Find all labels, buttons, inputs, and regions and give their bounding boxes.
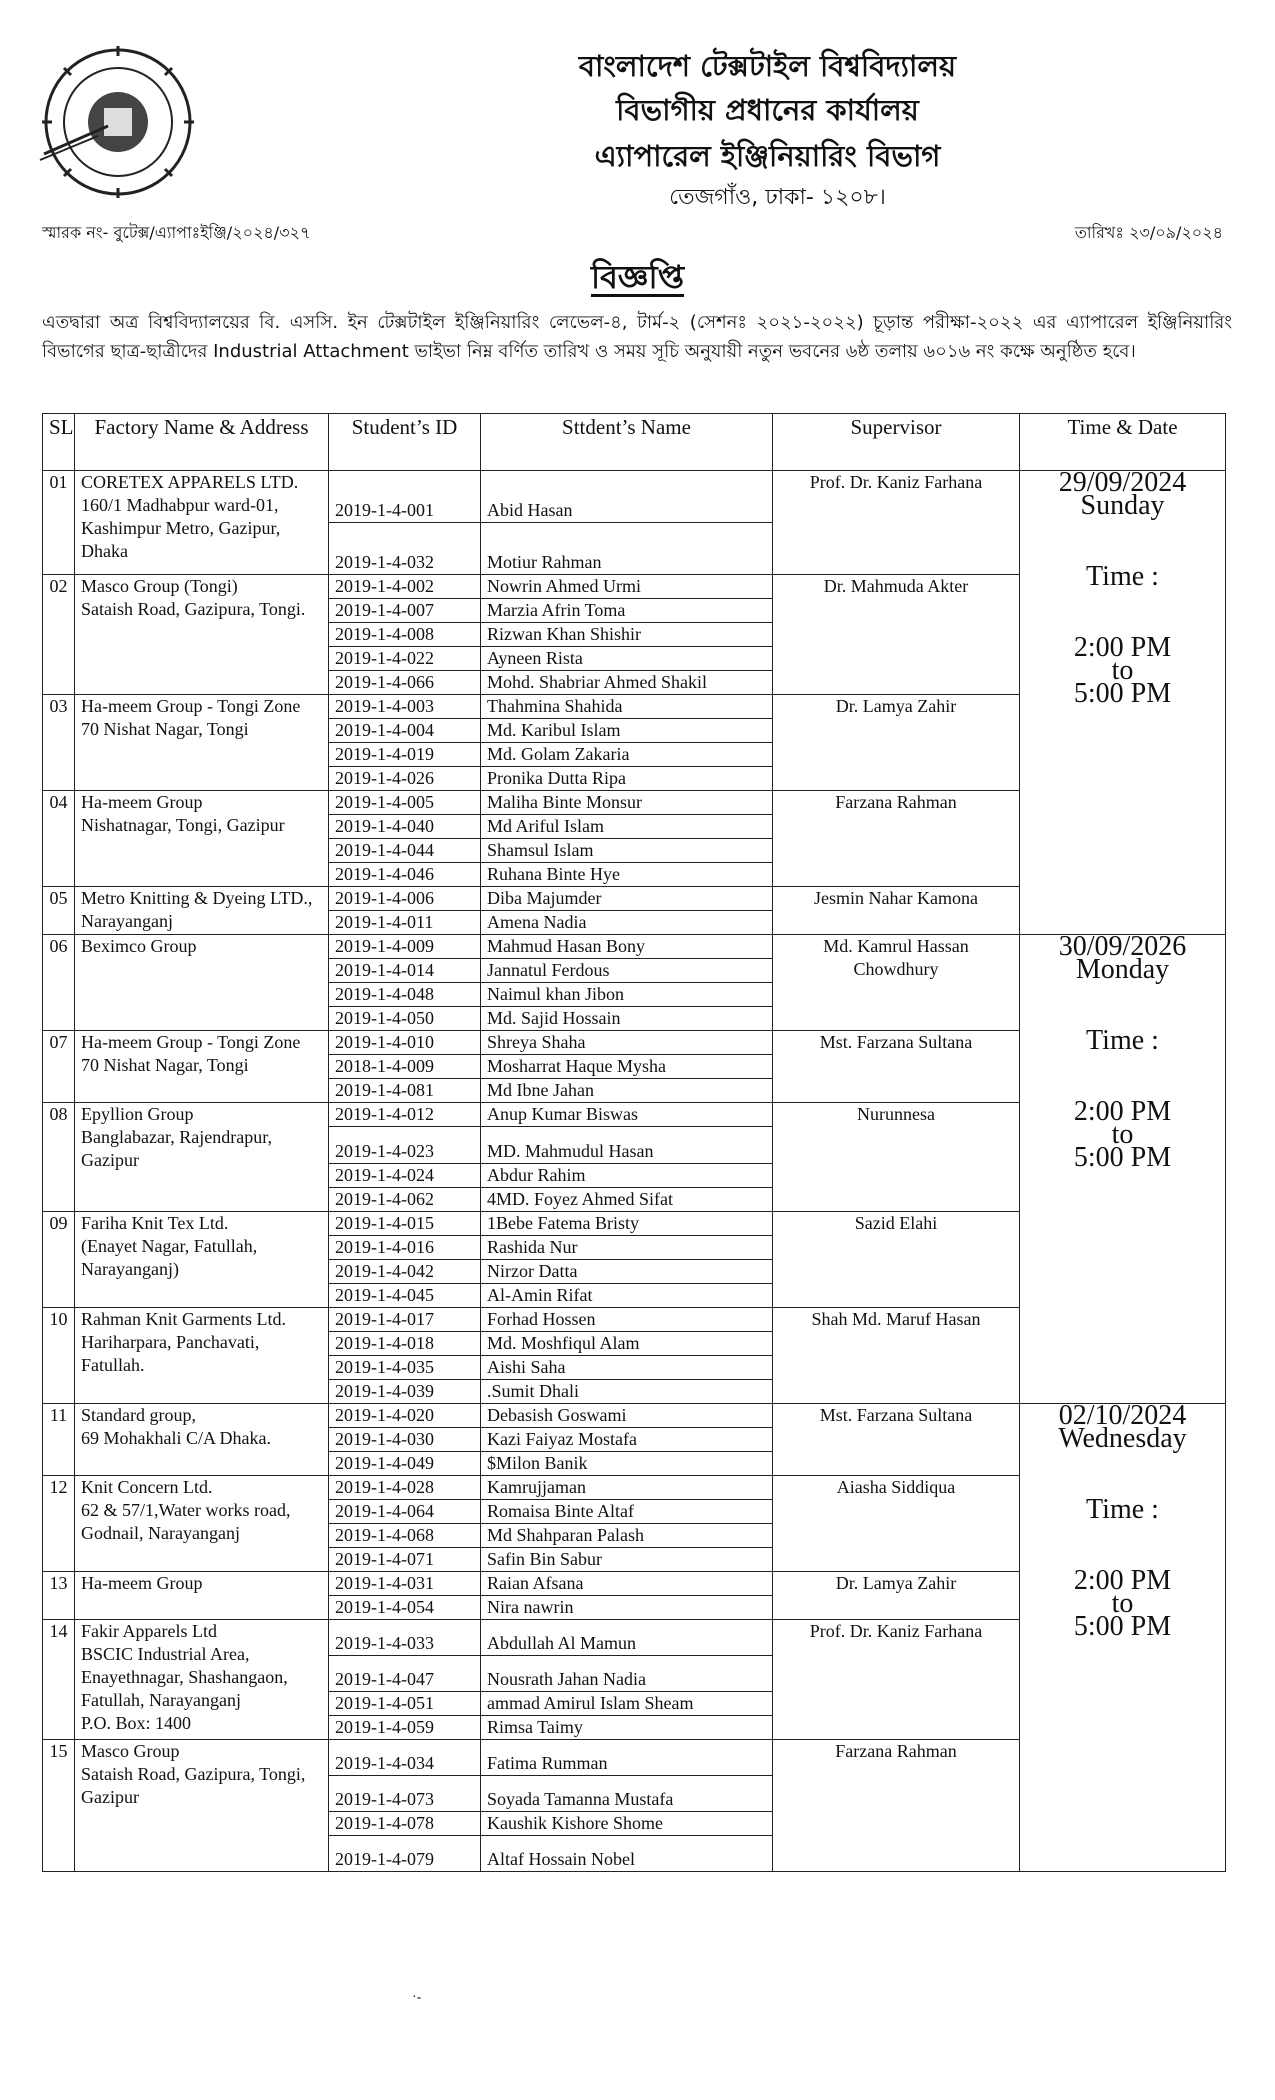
student-id-cell: 2019-1-4-015 bbox=[329, 1212, 481, 1236]
factory-cell: Ha-meem Group - Tongi Zone 70 Nishat Nagar, Tongi bbox=[75, 1031, 329, 1103]
student-name-cell: Nousrath Jahan Nadia bbox=[481, 1656, 773, 1692]
supervisor-cell: Aiasha Siddiqua bbox=[773, 1476, 1020, 1572]
start-time: 2:00 PM bbox=[1073, 1096, 1172, 1127]
student-name-cell: Motiur Rahman bbox=[481, 523, 773, 575]
student-id-cell: 2019-1-4-048 bbox=[329, 983, 481, 1007]
student-name-cell: ammad Amirul Islam Sheam bbox=[481, 1692, 773, 1716]
sl-cell: 11 bbox=[43, 1404, 75, 1476]
sl-cell: 09 bbox=[43, 1212, 75, 1308]
student-name-cell: Forhad Hossen bbox=[481, 1308, 773, 1332]
student-id-cell: 2019-1-4-059 bbox=[329, 1716, 481, 1740]
col-student-id: Student’s ID bbox=[329, 414, 481, 471]
student-name-cell: Nirzor Datta bbox=[481, 1260, 773, 1284]
student-id-cell: 2019-1-4-062 bbox=[329, 1188, 481, 1212]
spacer bbox=[1026, 1521, 1219, 1569]
time-label: Time : bbox=[1086, 1025, 1159, 1056]
sl-cell: 05 bbox=[43, 887, 75, 935]
schedule-date: 30/09/2026 bbox=[1058, 934, 1187, 962]
student-name-cell: Al-Amin Rifat bbox=[481, 1284, 773, 1308]
supervisor-cell: Mst. Farzana Sultana bbox=[773, 1404, 1020, 1476]
student-name-cell: Marzia Afrin Toma bbox=[481, 599, 773, 623]
col-sl: SL bbox=[43, 414, 75, 471]
schedule-day: Wednesday bbox=[1058, 1423, 1187, 1454]
sl-cell: 03 bbox=[43, 695, 75, 791]
student-id-cell: 2019-1-4-020 bbox=[329, 1404, 481, 1428]
student-id-cell: 2019-1-4-078 bbox=[329, 1812, 481, 1836]
factory-cell: Fariha Knit Tex Ltd. (Enayet Nagar, Fatullah, Narayanganj) bbox=[75, 1212, 329, 1308]
student-name-cell: Md Ariful Islam bbox=[481, 815, 773, 839]
student-id-cell: 2019-1-4-034 bbox=[329, 1740, 481, 1776]
factory-cell: Metro Knitting & Dyeing LTD., Narayanganj bbox=[75, 887, 329, 935]
factory-cell: Ha-meem Group Nishatnagar, Tongi, Gazipur bbox=[75, 791, 329, 887]
student-id-cell: 2019-1-4-002 bbox=[329, 575, 481, 599]
table-row bbox=[43, 471, 1226, 523]
student-name-cell: Kaushik Kishore Shome bbox=[481, 1812, 773, 1836]
student-name-cell: Kamrujjaman bbox=[481, 1476, 773, 1500]
spacer bbox=[1026, 981, 1219, 1029]
schedule-cell bbox=[1020, 471, 1226, 935]
col-student-name: Sttdent’s Name bbox=[481, 414, 773, 471]
factory-cell: Beximco Group bbox=[75, 935, 329, 1031]
student-id-cell: 2019-1-4-008 bbox=[329, 623, 481, 647]
student-id-cell: 2019-1-4-081 bbox=[329, 1079, 481, 1103]
student-id-cell: 2019-1-4-050 bbox=[329, 1007, 481, 1031]
student-name-cell: Shreya Shaha bbox=[481, 1031, 773, 1055]
student-id-cell: 2019-1-4-028 bbox=[329, 1476, 481, 1500]
supervisor-cell: Dr. Lamya Zahir bbox=[773, 1572, 1020, 1620]
student-id-cell: 2019-1-4-022 bbox=[329, 647, 481, 671]
student-name-cell: Md. Golam Zakaria bbox=[481, 743, 773, 767]
student-name-cell: .Sumit Dhali bbox=[481, 1380, 773, 1404]
schedule-day: Monday bbox=[1075, 954, 1170, 985]
student-name-cell: Maliha Binte Monsur bbox=[481, 791, 773, 815]
notice-body: এতদ্বারা অত্র বিশ্ববিদ্যালয়ের বি. এসসি. ইন টেক্সটাইল ইঞ্জিনিয়ারিং লেভেল-৪, টার্ম-২ (সেশনঃ ২০২১-২০২২) চূড়ান্ত পরীক্ষা-২০২২ এর এ্যাপারেল ইঞ্জিনিয়ারিং বিভাগের ছাত্র-ছাত্রীদের Industrial Attachment ভাইভা নিম্ন বর্ণিত তারিখ ও সময় সূচি অনুযায়ী নতুন ভবনের ৬ষ্ঠ তলায় ৬০১৬ নং কক্ষে অনুষ্ঠিত হবে। bbox=[42, 312, 1232, 362]
student-id-cell: 2019-1-4-016 bbox=[329, 1236, 481, 1260]
student-name-cell: Jannatul Ferdous bbox=[481, 959, 773, 983]
supervisor-cell: Md. Kamrul Hassan Chowdhury bbox=[773, 935, 1020, 1031]
scan-mark: ·- bbox=[412, 1990, 422, 2005]
student-id-cell: 2019-1-4-006 bbox=[329, 887, 481, 911]
sl-cell: 01 bbox=[43, 471, 75, 575]
student-name-cell: Safin Bin Sabur bbox=[481, 1548, 773, 1572]
student-id-cell: 2019-1-4-012 bbox=[329, 1103, 481, 1127]
student-id-cell: 2019-1-4-035 bbox=[329, 1356, 481, 1380]
student-id-cell: 2019-1-4-066 bbox=[329, 671, 481, 695]
factory-cell: Masco Group Sataish Road, Gazipura, Tongi, Gazipur bbox=[75, 1740, 329, 1872]
student-name-cell: Md. Moshfiqul Alam bbox=[481, 1332, 773, 1356]
student-id-cell: 2018-1-4-009 bbox=[329, 1055, 481, 1079]
supervisor-cell: Mst. Farzana Sultana bbox=[773, 1031, 1020, 1103]
student-name-cell: $Milon Banik bbox=[481, 1452, 773, 1476]
student-name-cell: Pronika Dutta Ripa bbox=[481, 767, 773, 791]
student-id-cell: 2019-1-4-017 bbox=[329, 1308, 481, 1332]
end-time: 5:00 PM bbox=[1073, 1142, 1172, 1173]
student-id-cell: 2019-1-4-033 bbox=[329, 1620, 481, 1656]
student-id-cell: 2019-1-4-009 bbox=[329, 935, 481, 959]
student-id-cell: 2019-1-4-071 bbox=[329, 1548, 481, 1572]
notice-date: তারিখঃ ২৩/০৯/২০২৪ bbox=[1074, 223, 1223, 242]
student-name-cell: Soyada Tamanna Mustafa bbox=[481, 1776, 773, 1812]
spacer bbox=[1026, 588, 1219, 636]
student-name-cell: Anup Kumar Biswas bbox=[481, 1103, 773, 1127]
supervisor-cell: Prof. Dr. Kaniz Farhana bbox=[773, 1620, 1020, 1740]
student-id-cell: 2019-1-4-047 bbox=[329, 1656, 481, 1692]
student-id-cell: 2019-1-4-001 bbox=[329, 471, 481, 523]
student-id-cell: 2019-1-4-044 bbox=[329, 839, 481, 863]
student-name-cell: Md Shahparan Palash bbox=[481, 1524, 773, 1548]
schedule-day: Sunday bbox=[1080, 490, 1165, 521]
to-label: to bbox=[1111, 1588, 1134, 1619]
student-id-cell: 2019-1-4-026 bbox=[329, 767, 481, 791]
student-id-cell: 2019-1-4-003 bbox=[329, 695, 481, 719]
factory-cell: CORETEX APPARELS LTD. 160/1 Madhabpur ward-01, Kashimpur Metro, Gazipur, Dhaka bbox=[75, 471, 329, 575]
student-id-cell: 2019-1-4-079 bbox=[329, 1836, 481, 1872]
student-name-cell: Abdullah Al Mamun bbox=[481, 1620, 773, 1656]
student-name-cell: Debasish Goswami bbox=[481, 1404, 773, 1428]
factory-cell: Masco Group (Tongi) Sataish Road, Gazipura, Tongi. bbox=[75, 575, 329, 695]
student-name-cell: Naimul khan Jibon bbox=[481, 983, 773, 1007]
time-label: Time : bbox=[1086, 1494, 1159, 1525]
student-name-cell: Amena Nadia bbox=[481, 911, 773, 935]
student-name-cell: Thahmina Shahida bbox=[481, 695, 773, 719]
student-id-cell: 2019-1-4-042 bbox=[329, 1260, 481, 1284]
student-id-cell: 2019-1-4-018 bbox=[329, 1332, 481, 1356]
table-header-row bbox=[43, 414, 1226, 471]
student-id-cell: 2019-1-4-007 bbox=[329, 599, 481, 623]
student-id-cell: 2019-1-4-046 bbox=[329, 863, 481, 887]
spacer bbox=[1026, 1052, 1219, 1100]
factory-cell: Ha-meem Group - Tongi Zone 70 Nishat Nagar, Tongi bbox=[75, 695, 329, 791]
sl-cell: 13 bbox=[43, 1572, 75, 1620]
supervisor-cell: Farzana Rahman bbox=[773, 791, 1020, 887]
student-id-cell: 2019-1-4-045 bbox=[329, 1284, 481, 1308]
student-name-cell: Abid Hasan bbox=[481, 471, 773, 523]
student-name-cell: Md. Sajid Hossain bbox=[481, 1007, 773, 1031]
sl-cell: 06 bbox=[43, 935, 75, 1031]
student-id-cell: 2019-1-4-064 bbox=[329, 1500, 481, 1524]
sl-cell: 04 bbox=[43, 791, 75, 887]
to-label: to bbox=[1111, 1119, 1134, 1150]
student-name-cell: Diba Majumder bbox=[481, 887, 773, 911]
col-time-date: Time & Date bbox=[1020, 414, 1226, 471]
table-row bbox=[43, 1404, 1226, 1428]
end-time: 5:00 PM bbox=[1073, 678, 1172, 709]
student-id-cell: 2019-1-4-019 bbox=[329, 743, 481, 767]
student-id-cell: 2019-1-4-049 bbox=[329, 1452, 481, 1476]
supervisor-cell: Sazid Elahi bbox=[773, 1212, 1020, 1308]
office-name: বিভাগীয় প্রধানের কার্যালয় bbox=[616, 93, 919, 127]
student-id-cell: 2019-1-4-031 bbox=[329, 1572, 481, 1596]
student-name-cell: MD. Mahmudul Hasan bbox=[481, 1127, 773, 1164]
sl-cell: 08 bbox=[43, 1103, 75, 1212]
sl-cell: 15 bbox=[43, 1740, 75, 1872]
student-id-cell: 2019-1-4-068 bbox=[329, 1524, 481, 1548]
to-label: to bbox=[1111, 655, 1134, 686]
start-time: 2:00 PM bbox=[1073, 632, 1172, 663]
spacer bbox=[1026, 1450, 1219, 1498]
student-name-cell: Ayneen Rista bbox=[481, 647, 773, 671]
start-time: 2:00 PM bbox=[1073, 1565, 1172, 1596]
supervisor-cell: Dr. Mahmuda Akter bbox=[773, 575, 1020, 695]
student-name-cell: 4MD. Foyez Ahmed Sifat bbox=[481, 1188, 773, 1212]
student-id-cell: 2019-1-4-023 bbox=[329, 1127, 481, 1164]
table-row bbox=[43, 935, 1226, 959]
student-name-cell: Rimsa Taimy bbox=[481, 1716, 773, 1740]
supervisor-cell: Nurunnesa bbox=[773, 1103, 1020, 1212]
student-id-cell: 2019-1-4-004 bbox=[329, 719, 481, 743]
col-factory: Factory Name & Address bbox=[75, 414, 329, 471]
factory-cell: Ha-meem Group bbox=[75, 1572, 329, 1620]
department-name: এ্যাপারেল ইঞ্জিনিয়ারিং বিভাগ bbox=[594, 139, 941, 173]
schedule-cell bbox=[1020, 935, 1226, 1404]
spacer bbox=[1026, 517, 1219, 565]
supervisor-cell: Shah Md. Maruf Hasan bbox=[773, 1308, 1020, 1404]
student-id-cell: 2019-1-4-073 bbox=[329, 1776, 481, 1812]
sl-cell: 12 bbox=[43, 1476, 75, 1572]
student-name-cell: Fatima Rumman bbox=[481, 1740, 773, 1776]
student-name-cell: Romaisa Binte Altaf bbox=[481, 1500, 773, 1524]
sl-cell: 10 bbox=[43, 1308, 75, 1404]
schedule-date: 29/09/2024 bbox=[1058, 470, 1187, 498]
student-id-cell: 2019-1-4-024 bbox=[329, 1164, 481, 1188]
schedule-date: 02/10/2024 bbox=[1058, 1403, 1187, 1431]
student-id-cell: 2019-1-4-051 bbox=[329, 1692, 481, 1716]
student-id-cell: 2019-1-4-011 bbox=[329, 911, 481, 935]
student-name-cell: Rizwan Khan Shishir bbox=[481, 623, 773, 647]
student-id-cell: 2019-1-4-054 bbox=[329, 1596, 481, 1620]
student-id-cell: 2019-1-4-005 bbox=[329, 791, 481, 815]
student-name-cell: Aishi Saha bbox=[481, 1356, 773, 1380]
supervisor-cell: Farzana Rahman bbox=[773, 1740, 1020, 1872]
address: তেজগাঁও, ঢাকা- ১২০৮। bbox=[669, 185, 886, 210]
student-id-cell: 2019-1-4-014 bbox=[329, 959, 481, 983]
student-name-cell: Ruhana Binte Hye bbox=[481, 863, 773, 887]
student-id-cell: 2019-1-4-040 bbox=[329, 815, 481, 839]
student-name-cell: Mahmud Hasan Bony bbox=[481, 935, 773, 959]
sl-cell: 07 bbox=[43, 1031, 75, 1103]
student-name-cell: Md Ibne Jahan bbox=[481, 1079, 773, 1103]
student-id-cell: 2019-1-4-032 bbox=[329, 523, 481, 575]
student-name-cell: Shamsul Islam bbox=[481, 839, 773, 863]
factory-cell: Knit Concern Ltd. 62 & 57/1,Water works road, Godnail, Narayanganj bbox=[75, 1476, 329, 1572]
sl-cell: 02 bbox=[43, 575, 75, 695]
student-id-cell: 2019-1-4-030 bbox=[329, 1428, 481, 1452]
student-name-cell: Mosharrat Haque Mysha bbox=[481, 1055, 773, 1079]
factory-cell: Epyllion Group Banglabazar, Rajendrapur, Gazipur bbox=[75, 1103, 329, 1212]
student-name-cell: Kazi Faiyaz Mostafa bbox=[481, 1428, 773, 1452]
student-name-cell: Raian Afsana bbox=[481, 1572, 773, 1596]
student-name-cell: Rashida Nur bbox=[481, 1236, 773, 1260]
factory-cell: Rahman Knit Garments Ltd. Hariharpara, Panchavati, Fatullah. bbox=[75, 1308, 329, 1404]
student-name-cell: Abdur Rahim bbox=[481, 1164, 773, 1188]
notice-title: বিজ্ঞপ্তি bbox=[590, 258, 685, 296]
end-time: 5:00 PM bbox=[1073, 1611, 1172, 1642]
viva-schedule-table bbox=[42, 413, 1226, 1872]
memo-number: স্মারক নং- বুটেক্স/এ্যাপাঃইঞ্জি/২০২৪/৩২৭ bbox=[42, 223, 311, 242]
student-name-cell: Md. Karibul Islam bbox=[481, 719, 773, 743]
university-name: বাংলাদেশ টেক্সটাইল বিশ্ববিদ্যালয় bbox=[578, 49, 957, 83]
col-supervisor: Supervisor bbox=[773, 414, 1020, 471]
factory-cell: Fakir Apparels Ltd BSCIC Industrial Area, Enayethnagar, Shashangaon, Fatullah, Narayanganj P.O. Box: 1400 bbox=[75, 1620, 329, 1740]
sl-cell: 14 bbox=[43, 1620, 75, 1740]
student-name-cell: Mohd. Shabriar Ahmed Shakil bbox=[481, 671, 773, 695]
student-name-cell: Altaf Hossain Nobel bbox=[481, 1836, 773, 1872]
schedule-cell bbox=[1020, 1404, 1226, 1872]
student-name-cell: Nira nawrin bbox=[481, 1596, 773, 1620]
student-name-cell: 1Bebe Fatema Bristy bbox=[481, 1212, 773, 1236]
factory-cell: Standard group, 69 Mohakhali C/A Dhaka. bbox=[75, 1404, 329, 1476]
time-label: Time : bbox=[1086, 561, 1159, 592]
supervisor-cell: Jesmin Nahar Kamona bbox=[773, 887, 1020, 935]
supervisor-cell: Dr. Lamya Zahir bbox=[773, 695, 1020, 791]
student-name-cell: Nowrin Ahmed Urmi bbox=[481, 575, 773, 599]
student-id-cell: 2019-1-4-039 bbox=[329, 1380, 481, 1404]
student-id-cell: 2019-1-4-010 bbox=[329, 1031, 481, 1055]
supervisor-cell: Prof. Dr. Kaniz Farhana bbox=[773, 471, 1020, 575]
